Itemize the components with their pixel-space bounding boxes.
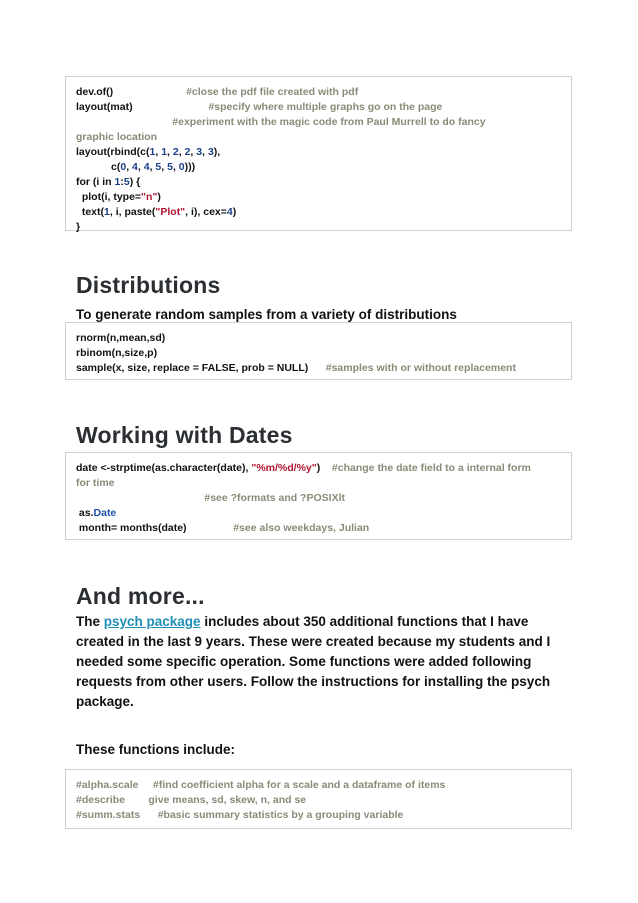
code-token: "Plot" [155, 206, 186, 218]
code-token: 4 [226, 206, 233, 218]
code-line [76, 361, 561, 376]
code-token: 3 [196, 146, 203, 158]
code-token: text( [76, 206, 105, 218]
code-line [76, 521, 561, 536]
code-comment: #alpha.scale #find coefficient alpha for a scale and a dataframe of items [76, 779, 446, 791]
code-line [76, 85, 561, 100]
code-token: ))) [184, 161, 196, 173]
code-token: 1 [149, 146, 156, 158]
code-token: sample(x, size, replace = FALSE, prob = NULL) [76, 362, 326, 374]
code-token: rnorm(n,mean,sd) [76, 332, 166, 344]
code-comment: #experiment with the magic code from Paul Murrell to do fancy [172, 116, 486, 128]
code-token: layout(mat) [76, 101, 209, 113]
code-token: , [161, 161, 168, 173]
code-token: ) { [129, 176, 141, 188]
code-token: 1 [114, 176, 121, 188]
code-line [76, 100, 561, 115]
psych-package-link[interactable]: psych package [103, 614, 201, 629]
code-line [76, 793, 561, 808]
code-token: 1 [104, 206, 110, 218]
distributions-subtitle: To generate random samples from a variety of distributions [76, 307, 457, 322]
code-token: month= months(date) [76, 522, 234, 534]
code-token: , [167, 146, 173, 158]
code-comment: #describe give means, sd, skew, n, and se [76, 794, 307, 806]
code-comment: #see also weekdays, Julian [233, 522, 370, 534]
code-token: 4 [143, 161, 150, 173]
code-line [76, 115, 561, 130]
code-token: ) [157, 191, 161, 203]
code-token: , [126, 161, 133, 173]
code-line [76, 778, 561, 793]
code-token [76, 492, 204, 504]
code-line [76, 145, 561, 160]
code-comment: #specify where multiple graphs go on the page [208, 101, 443, 113]
code-token: dev.of() [76, 86, 187, 98]
code-line [76, 331, 561, 346]
code-token: date <-strptime(as.character(date), [76, 462, 252, 474]
code-token: 5 [167, 161, 173, 173]
code-token: , [155, 146, 162, 158]
dates-code-block [65, 452, 572, 540]
code-token: 1 [161, 146, 168, 158]
code-comment: for time [76, 477, 115, 489]
code-token: , [149, 161, 156, 173]
functions-code-block [65, 769, 572, 829]
code-token: } [76, 221, 81, 233]
code-token: ) [316, 462, 332, 474]
code-line [76, 346, 561, 361]
code-line [76, 190, 561, 205]
code-token: ), [213, 146, 221, 158]
more-paragraph [76, 612, 556, 712]
code-token: "n" [141, 191, 158, 203]
code-token: , [190, 146, 197, 158]
code-comment: #summ.stats #basic summary statistics by a grouping variable [76, 809, 404, 821]
code-token: c( [76, 161, 121, 173]
code-token [76, 116, 172, 128]
distributions-heading: Distributions [76, 272, 221, 298]
code-token: , [172, 161, 179, 173]
code-line [76, 476, 561, 491]
code-token: 5 [123, 176, 130, 188]
code-token: , i), cex= [185, 206, 227, 218]
code-token: 2 [184, 146, 191, 158]
code-comment: #close the pdf file created with pdf [186, 86, 359, 98]
code-token: for (i in [76, 176, 115, 188]
code-token: , [178, 146, 185, 158]
code-token: plot(i, type= [76, 191, 142, 203]
code-token: : [120, 176, 124, 188]
code-line [76, 808, 561, 823]
code-token: "%m/%d/%y" [251, 462, 317, 474]
code-token: , i, paste( [109, 206, 156, 218]
code-token: rbinom(n,size,p) [76, 347, 158, 359]
code-token: as. [76, 507, 94, 519]
code-line [76, 175, 561, 190]
code-token: 0 [120, 161, 127, 173]
functions-include-label: These functions include: [76, 742, 236, 757]
code-token: 5 [155, 161, 162, 173]
code-line [76, 491, 561, 506]
code-line [76, 220, 561, 235]
code-token: 4 [132, 161, 138, 173]
code-token: , [137, 161, 144, 173]
code-token: 3 [207, 146, 214, 158]
code-line [76, 205, 561, 220]
code-line [76, 506, 561, 521]
code-line [76, 461, 561, 476]
code-token: , [202, 146, 208, 158]
code-comment: #samples with or without replacement [325, 362, 516, 374]
code-comment: #see ?formats and ?POSIXlt [204, 492, 345, 504]
code-token: 2 [172, 146, 179, 158]
para-rest: includes about 350 additional functions that I have created in the last 9 years. These were created because my students and I needed some specific operation. Some functions were added following requests from other users. Follow the instructions for installing the psych package. [76, 614, 551, 709]
code-line [76, 130, 561, 145]
code-line [76, 160, 561, 175]
code-token: ) [232, 206, 237, 218]
code-token: Date [93, 507, 117, 519]
more-heading: And more... [76, 583, 205, 609]
distributions-code-block [65, 322, 572, 380]
layout-code-block [65, 76, 572, 231]
code-comment: #change the date field to a internal form [331, 462, 531, 474]
code-comment: graphic location [76, 131, 158, 143]
dates-heading: Working with Dates [76, 422, 293, 448]
code-token: 0 [178, 161, 185, 173]
code-token: layout(rbind(c( [76, 146, 150, 158]
para-prefix: The [76, 614, 104, 629]
